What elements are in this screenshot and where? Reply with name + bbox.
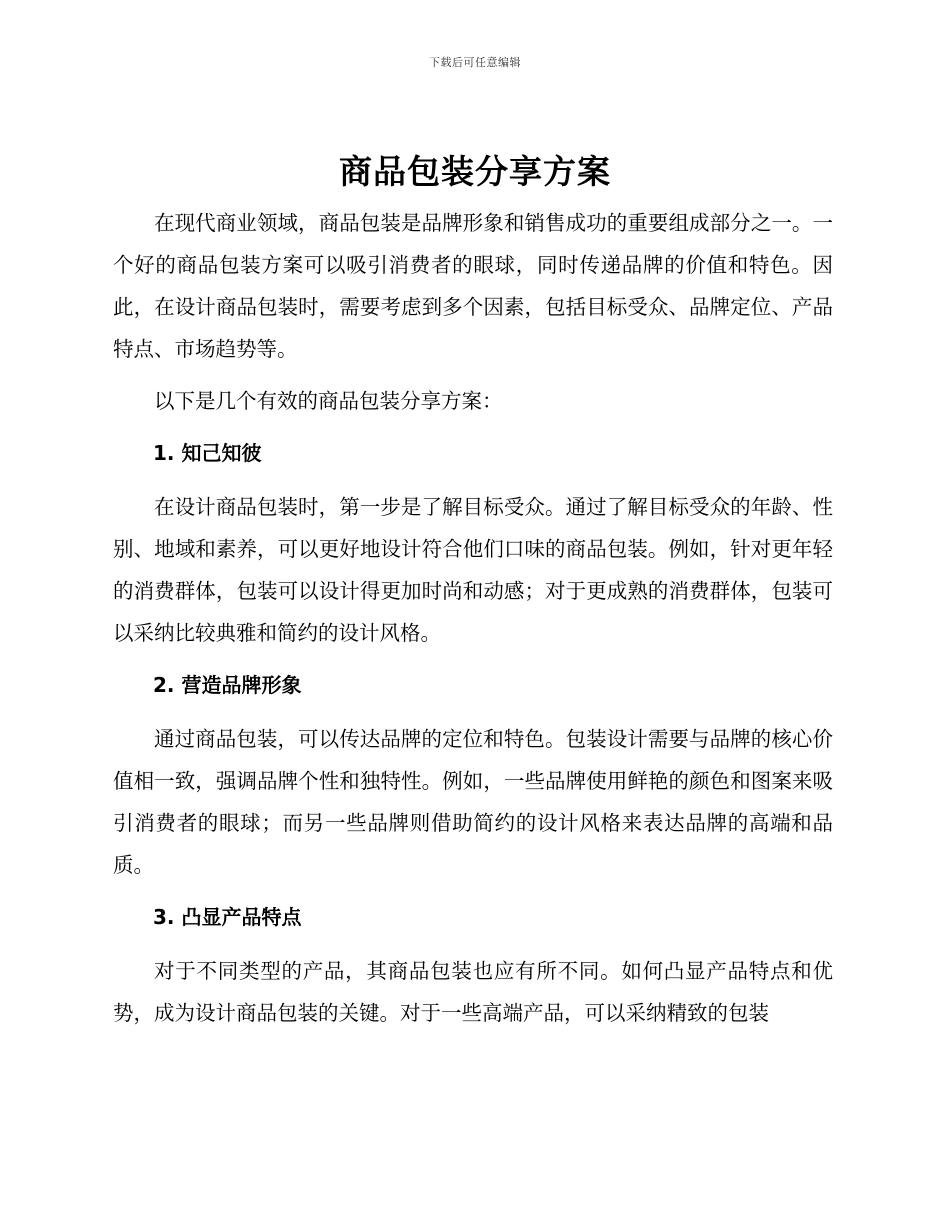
section-heading-3: 3. 凸显产品特点 — [153, 905, 302, 929]
section-heading-1: 1. 知己知彼 — [153, 441, 262, 465]
lead-paragraph: 以下是几个有效的商品包装分享方案： — [154, 389, 503, 413]
section-2-paragraph: 通过商品包装，可以传达品牌的定位和特色。包装设计需要与品牌的核心价值相一致，强调品牌个性和独特性。例如，一些品牌使用鲜艳的颜色和图案来吸引消费者的眼球；而另一些品牌则借助简约的设计风格来表达品牌的高端和品质。 — [113, 727, 833, 877]
document-body — [113, 202, 833, 1044]
section-heading-2: 2. 营造品牌形象 — [153, 673, 302, 697]
intro-paragraph: 在现代商业领域，商品包装是品牌形象和销售成功的重要组成部分之一。一个好的商品包装方案可以吸引消费者的眼球，同时传递品牌的价值和特色。因此，在设计商品包装时，需要考虑到多个因素，包括目标受众、品牌定位、产品特点、市场趋势等。 — [113, 211, 833, 361]
section-3-paragraph: 对于不同类型的产品，其商品包装也应有所不同。如何凸显产品特点和优势，成为设计商品包装的关键。对于一些高端产品，可以采纳精致的包装 — [113, 959, 833, 1025]
header-note: 下载后可任意编辑 — [429, 56, 521, 69]
section-1-paragraph: 在设计商品包装时，第一步是了解目标受众。通过了解目标受众的年龄、性别、地域和素养，可以更好地设计符合他们口味的商品包装。例如，针对更年轻的消费群体，包装可以设计得更加时尚和动感；对于更成熟的消费群体，包装可以采纳比较典雅和简约的设计风格。 — [113, 495, 833, 645]
document-title: 商品包装分享方案 — [339, 152, 611, 191]
